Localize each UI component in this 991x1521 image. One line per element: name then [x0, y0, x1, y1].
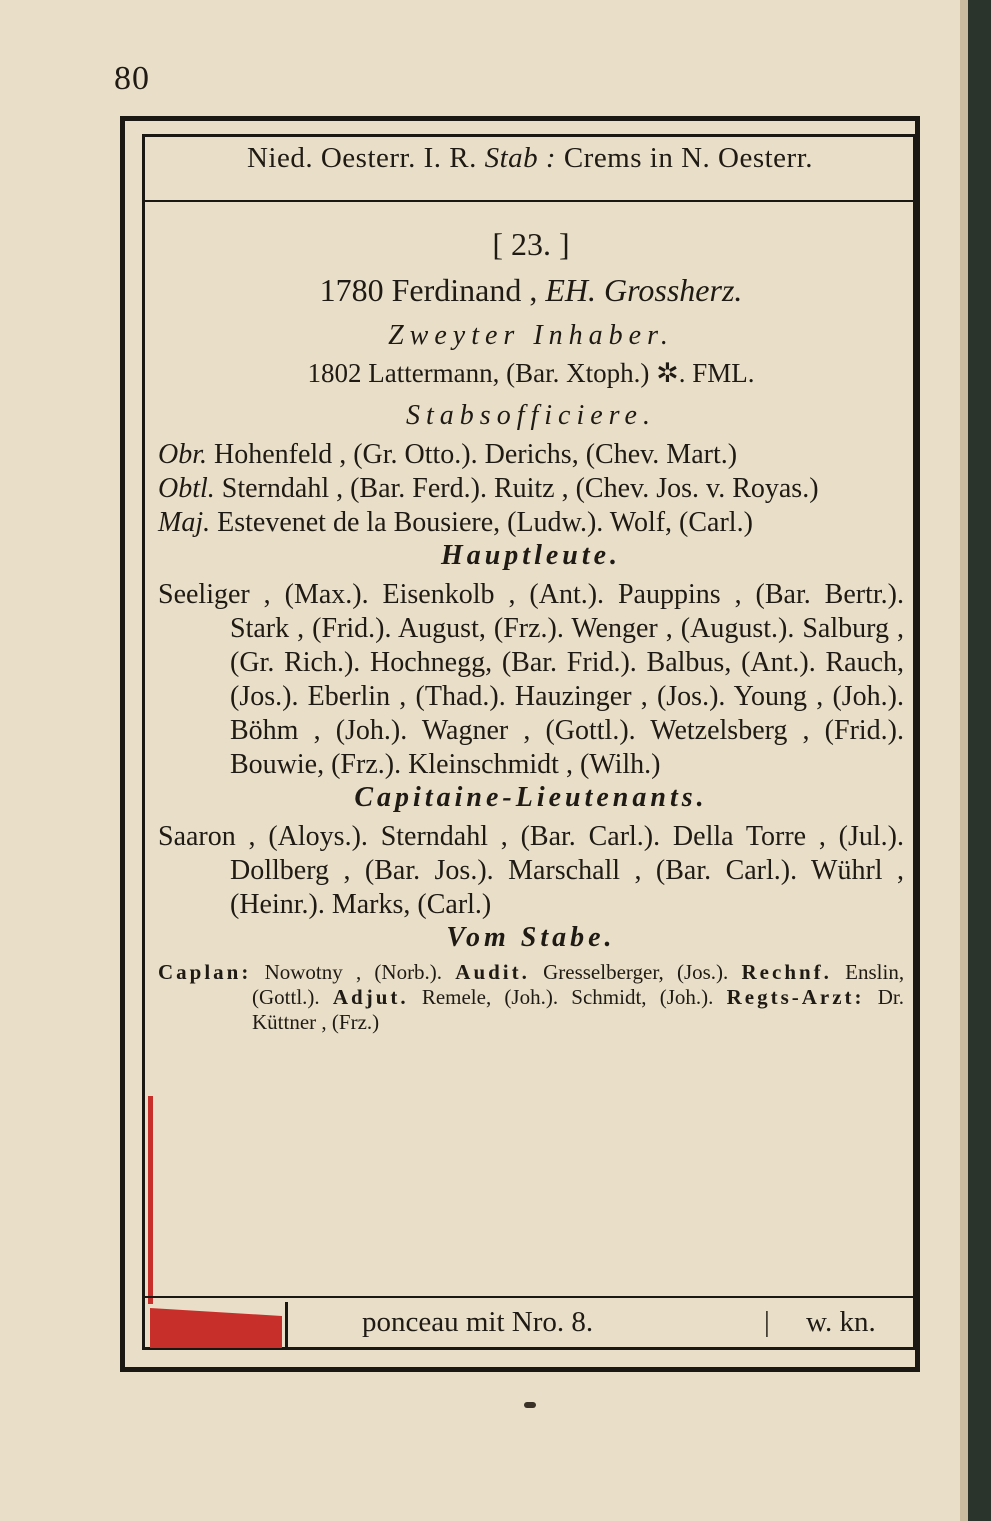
first-owner-year: 1780: [319, 272, 384, 308]
regiment-body: [158, 222, 904, 1035]
second-owner: [158, 358, 904, 400]
first-owner: [158, 272, 904, 320]
arzt-label: Regts-Arzt:: [726, 985, 865, 1009]
page-number: 80: [114, 60, 150, 97]
footer-rule: [145, 1296, 913, 1298]
audit-name: Gresselberger, (Jos.).: [543, 960, 729, 984]
second-owner-text: Lattermann, (Bar. Xtoph.) ✲. FML.: [368, 358, 755, 388]
staff-officer-entry: [158, 438, 904, 472]
first-owner-title: EH. Grossherz.: [545, 272, 743, 308]
arzt-name: Dr. Küttner , (Frz.): [252, 985, 904, 1034]
facing-page-edge: [960, 0, 968, 1521]
section-captains: Hauptleute.: [440, 540, 622, 571]
section-second-owner: Zweyter Inhaber.: [388, 320, 674, 351]
staff-officer-names: Estevenet de la Bousiere, (Ludw.). Wolf, (Carl.): [217, 507, 753, 538]
rechnf-label: Rechnf.: [741, 960, 832, 984]
second-owner-year: 1802: [307, 358, 362, 388]
regiment-header: [150, 142, 910, 175]
staff-officer-names: Hohenfeld , (Gr. Otto.). Derichs, (Chev. Mart.): [214, 439, 738, 470]
section-captain-lieutenants: Capitaine-Lieutenants.: [354, 782, 708, 813]
regiment-number: [ 23. ]: [492, 226, 570, 262]
staff-list: [158, 960, 904, 1035]
first-owner-name: Ferdinand ,: [391, 272, 538, 308]
adjut-name: Remele, (Joh.). Schmidt, (Joh.).: [421, 985, 714, 1009]
header-rule: [145, 200, 913, 202]
rank-label: Obtl.: [158, 473, 215, 504]
footer-divider: |: [764, 1306, 770, 1338]
section-from-staff: Vom Stabe.: [446, 922, 616, 953]
lace-description: w. kn.: [806, 1306, 876, 1338]
captain-lieutenants-list: Saaron , (Aloys.). Sterndahl , (Bar. Carl.). Della Torre , (Jul.). Dollberg , (Bar. Jos.). Marschall , (Bar. Carl.). Wührl , (Heinr.). Marks, (Carl.): [158, 821, 904, 920]
header-title: Nied. Oesterr. I. R.: [246, 142, 477, 174]
ink-mark: [524, 1402, 536, 1408]
staff-officer-entry: [158, 472, 904, 506]
rechnf-name: Enslin, (Gottl.).: [252, 960, 905, 1009]
staff-officer-names: Sterndahl , (Bar. Ferd.). Ruitz , (Chev. Jos. v. Royas.): [221, 473, 819, 504]
facing-color-swatch-shape: [148, 1302, 285, 1350]
caplan-label: Caplan:: [158, 960, 252, 984]
captains-list: Seeliger , (Max.). Eisenkolb , (Ant.). Pauppins , (Bar. Bertr.). Stark , (Frid.). August, (Frz.). Wenger , (August.). Salburg , (Gr. Rich.). Hochnegg, (Bar. Frid.). Balbus, (Ant.). Rauch, (Jos.). Eberlin , (Thad.). Hauzinger , (Jos.). Young , (Joh.). Böhm , (Joh.). Wagner , (Gottl.). Wetzelsberg , (Frid.). Bouwie, (Frz.). Kleinschmidt , (Wilh.): [158, 579, 904, 780]
audit-label: Audit.: [455, 960, 530, 984]
rank-label: Obr.: [158, 439, 208, 470]
header-stab-label: Stab :: [484, 142, 557, 174]
facing-color-swatch: [148, 1302, 288, 1350]
rank-label: Maj.: [158, 507, 211, 538]
header-stab-value: Crems in N. Oesterr.: [563, 142, 814, 174]
caplan-name: Nowotny , (Norb.).: [264, 960, 443, 984]
adjut-label: Adjut.: [332, 985, 409, 1009]
section-staff-officers: Stabsofficiere.: [406, 400, 656, 431]
facing-description: ponceau mit Nro. 8.: [362, 1306, 594, 1338]
footer: [300, 1306, 910, 1346]
staff-officer-entry: [158, 506, 904, 540]
facing-color-bar: [148, 1096, 153, 1304]
